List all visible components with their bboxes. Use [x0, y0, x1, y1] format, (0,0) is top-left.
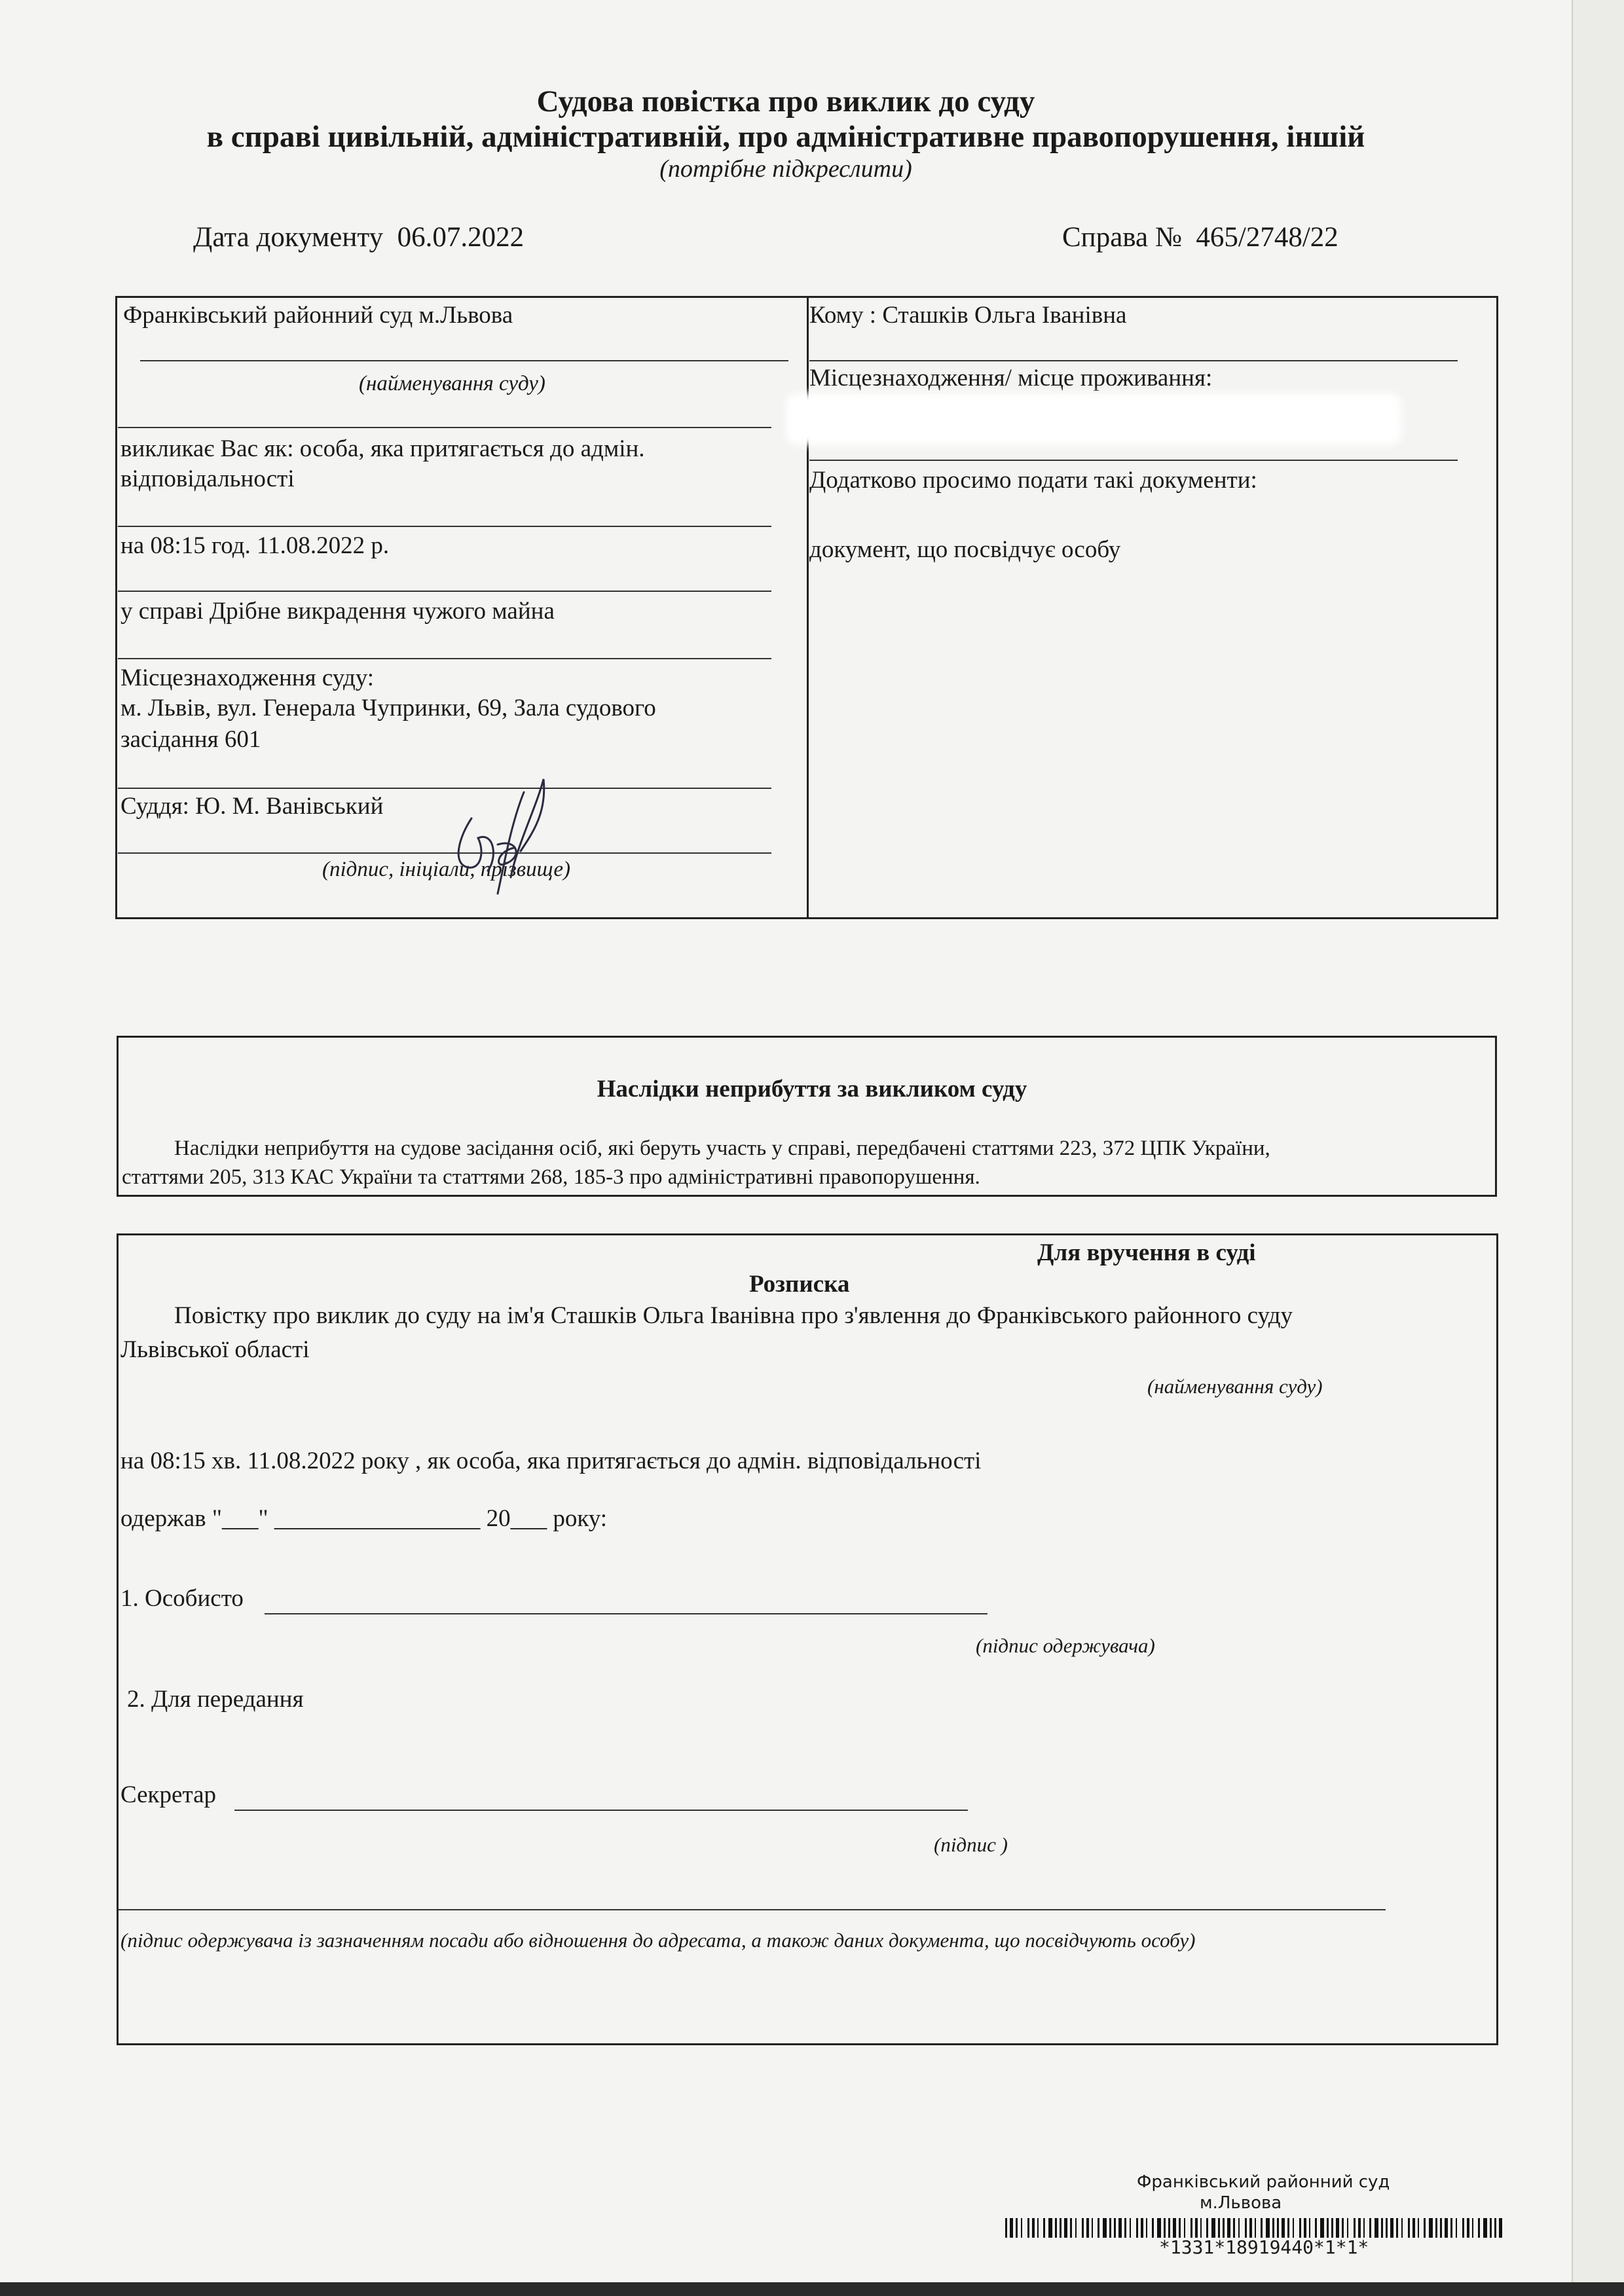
barcode-bar: [1435, 2218, 1437, 2238]
barcode-bar: [1206, 2218, 1208, 2238]
barcode-bar: [1238, 2218, 1240, 2238]
barcode-bar: [1467, 2218, 1469, 2238]
case-number-label: Справа №: [1062, 222, 1182, 253]
barcode-bar: [1490, 2218, 1492, 2238]
barcode-bar: [1336, 2218, 1339, 2238]
barcode-bar: [1010, 2218, 1013, 2238]
barcode-bar: [1027, 2218, 1029, 2238]
judge-signature: [432, 766, 563, 903]
rule: [118, 526, 771, 527]
barcode-bar: [1152, 2218, 1154, 2238]
barcode-bar: [1412, 2218, 1415, 2238]
barcode-bar: [1255, 2218, 1256, 2238]
barcode-bar: [1092, 2218, 1093, 2238]
sign-caption: (підпис ): [934, 1833, 1008, 1856]
barcode-bar: [1064, 2218, 1067, 2238]
personal-label: 1. Особисто: [120, 1585, 244, 1612]
transfer-label: 2. Для передання: [127, 1686, 304, 1713]
barcode-bar: [1408, 2218, 1410, 2238]
barcode-bar: [1179, 2218, 1181, 2238]
summons-role-cont: відповідальності: [120, 465, 295, 492]
barcode-bar: [1293, 2218, 1294, 2238]
barcode-bar: [1218, 2218, 1220, 2238]
summons-role: викликає Вас як: особа, яка притягається до адмін.: [120, 435, 645, 462]
barcode-bar: [1354, 2218, 1356, 2238]
barcode-bar: [1136, 2218, 1138, 2238]
delivery-note: Для вручення в суді: [1037, 1239, 1256, 1266]
barcode-bar: [1401, 2218, 1403, 2238]
barcode-bar: [1418, 2218, 1419, 2238]
extra-docs-label: Додатково просимо подати такі документи:: [809, 467, 1257, 494]
summons-divider: [807, 296, 809, 919]
bottom-signature-line: [118, 1909, 1386, 1910]
bottom-caption: (підпис одержувача із зазначенням посади або відношення до адресата, а також даних документа, що посвідчують особу): [120, 1929, 1196, 1952]
barcode-bar: [1390, 2218, 1393, 2238]
barcode-bar: [1456, 2218, 1457, 2238]
barcode-bar: [1164, 2218, 1166, 2238]
barcode-bar: [1342, 2218, 1344, 2238]
barcode-bar: [1190, 2218, 1192, 2238]
barcode-bar: [1309, 2218, 1310, 2238]
received-date-line: одержав "___" _________________ 20___ року:: [120, 1505, 608, 1532]
footer-court-line2: м.Львова: [1200, 2193, 1282, 2213]
barcode-bar: [1173, 2218, 1176, 2238]
barcode-bar: [1450, 2218, 1452, 2238]
barcode-bar: [1369, 2218, 1371, 2238]
barcode-bar: [1272, 2218, 1274, 2238]
judge-name: Суддя: Ю. М. Ванівський: [120, 793, 384, 820]
barcode-bar: [1200, 2218, 1202, 2238]
barcode-bar: [1146, 2218, 1147, 2238]
rule: [809, 360, 1458, 361]
barcode-bar: [1386, 2218, 1388, 2238]
document-title: Судова повістка про виклик до суду: [536, 84, 1035, 118]
barcode: [1005, 2218, 1503, 2238]
barcode-bar: [1494, 2218, 1496, 2238]
barcode-bar: [1037, 2218, 1039, 2238]
barcode-bar: [1445, 2218, 1448, 2238]
consequences-text-line2: статтями 205, 313 КАС України та статтями 268, 185-3 про адміністративні правопорушення.: [122, 1165, 980, 1189]
barcode-bar: [1424, 2218, 1426, 2238]
barcode-bar: [1429, 2218, 1433, 2238]
barcode-bar: [1211, 2218, 1215, 2238]
personal-signature-line: [265, 1613, 987, 1614]
barcode-bar: [1060, 2218, 1061, 2238]
underline-note: (потрібне підкреслити): [659, 155, 912, 183]
receipt-time: на 08:15 хв. 11.08.2022 року , як особа, яка притягається до адмін. відповідальності: [120, 1448, 982, 1474]
rule: [118, 658, 771, 659]
barcode-bar: [1478, 2218, 1480, 2238]
barcode-bar: [1327, 2218, 1329, 2238]
barcode-bar: [1440, 2218, 1442, 2238]
barcode-bar: [1086, 2218, 1089, 2238]
receipt-box: [117, 1233, 1498, 2045]
barcode-bar: [1021, 2218, 1022, 2238]
document-date-label: Дата документу: [193, 222, 384, 253]
barcode-bar: [1315, 2218, 1317, 2238]
barcode-bar: [1266, 2218, 1270, 2238]
case-number: [1062, 221, 1338, 253]
document-date: [193, 221, 524, 253]
consequences-text-line1: Наслідки неприбуття на судове засідання осіб, які беруть участь у справі, передбачені статтями 223, 372 ЦПК України,: [174, 1137, 1270, 1160]
barcode-bar: [1472, 2218, 1473, 2238]
barcode-bar: [1005, 2218, 1007, 2238]
barcode-bar: [1358, 2218, 1361, 2238]
receipt-line1: Повістку про виклик до суду на ім'я Сташків Ольга Іванівна про з'явлення до Франківського районного суду: [174, 1302, 1293, 1329]
barcode-bar: [1396, 2218, 1398, 2238]
barcode-bar: [1282, 2218, 1285, 2238]
court-caption: (найменування суду): [1147, 1375, 1323, 1398]
hearing-time: на 08:15 год. 11.08.2022 р.: [120, 532, 390, 559]
barcode-bar: [1130, 2218, 1131, 2238]
barcode-bar: [1055, 2218, 1057, 2238]
rule: [118, 427, 771, 428]
scanner-band: [0, 2282, 1624, 2296]
barcode-bar: [1195, 2218, 1198, 2238]
court-name-caption: (найменування суду): [359, 372, 545, 395]
rule: [118, 591, 771, 592]
footer-court-line1: Франківський районний суд: [1137, 2172, 1390, 2192]
barcode-bar: [1375, 2218, 1378, 2238]
barcode-bar: [1184, 2218, 1185, 2238]
case-number-value: 465/2748/22: [1196, 222, 1338, 253]
barcode-bar: [1287, 2218, 1289, 2238]
receipt-title: Розписка: [749, 1271, 850, 1298]
recipient-sign-caption: (підпис одержувача): [976, 1634, 1155, 1657]
residence-label: Місцезнаходження/ місце проживання:: [809, 365, 1213, 392]
case-subject: у справі Дрібне викрадення чужого майна: [120, 598, 555, 625]
court-location-label: Місцезнаходження суду:: [120, 665, 375, 691]
barcode-text: *1331*18919440*1*1*: [1159, 2236, 1369, 2258]
barcode-bar: [1048, 2218, 1052, 2238]
barcode-bar: [1016, 2218, 1018, 2238]
barcode-bar: [1157, 2218, 1161, 2238]
barcode-bar: [1261, 2218, 1263, 2238]
barcode-bar: [1331, 2218, 1333, 2238]
barcode-bar: [1304, 2218, 1306, 2238]
barcode-bar: [1043, 2218, 1045, 2238]
barcode-bar: [1075, 2218, 1077, 2238]
barcode-bar: [1277, 2218, 1279, 2238]
rule: [140, 360, 788, 361]
sheet-edge: [1572, 0, 1624, 2296]
recipient-name: Кому : Сташків Ольга Іванівна: [809, 302, 1127, 329]
barcode-bar: [1245, 2218, 1247, 2238]
court-address-line2: засідання 601: [120, 726, 261, 753]
consequences-title: Наслідки неприбуття за викликом суду: [597, 1076, 1027, 1102]
barcode-bar: [1070, 2218, 1072, 2238]
document-date-value: 06.07.2022: [397, 222, 525, 253]
signature-caption: (підпис, ініціали, прізвище): [322, 858, 571, 881]
barcode-bar: [1124, 2218, 1126, 2238]
document-subtitle: в справі цивільній, адміністративній, про адміністративне правопорушення, іншій: [206, 120, 1365, 154]
barcode-bar: [1499, 2218, 1502, 2238]
barcode-bar: [1032, 2218, 1035, 2238]
barcode-bar: [1141, 2218, 1143, 2238]
barcode-bar: [1223, 2218, 1225, 2238]
barcode-bar: [1082, 2218, 1084, 2238]
receipt-line1-cont: Львівської області: [120, 1336, 310, 1363]
redacted-address: [786, 393, 1401, 445]
barcode-bar: [1483, 2218, 1487, 2238]
secretary-signature-line: [234, 1810, 968, 1811]
barcode-bar: [1103, 2218, 1107, 2238]
barcode-bar: [1227, 2218, 1230, 2238]
barcode-bar: [1347, 2218, 1348, 2238]
barcode-bar: [1118, 2218, 1122, 2238]
extra-docs-value: документ, що посвідчує особу: [809, 536, 1121, 563]
barcode-bar: [1249, 2218, 1252, 2238]
barcode-bar: [1098, 2218, 1099, 2238]
court-address-line1: м. Львів, вул. Генерала Чупринки, 69, Зала судового: [120, 695, 656, 721]
barcode-bar: [1114, 2218, 1116, 2238]
barcode-bar: [1381, 2218, 1383, 2238]
court-name: Франківський районний суд м.Львова: [123, 302, 513, 329]
secretary-label: Секретар: [120, 1781, 216, 1808]
barcode-bar: [1233, 2218, 1235, 2238]
rule: [809, 460, 1458, 461]
barcode-bar: [1320, 2218, 1324, 2238]
barcode-bar: [1462, 2218, 1464, 2238]
barcode-bar: [1299, 2218, 1301, 2238]
barcode-bar: [1363, 2218, 1365, 2238]
barcode-bar: [1109, 2218, 1111, 2238]
barcode-bar: [1168, 2218, 1170, 2238]
